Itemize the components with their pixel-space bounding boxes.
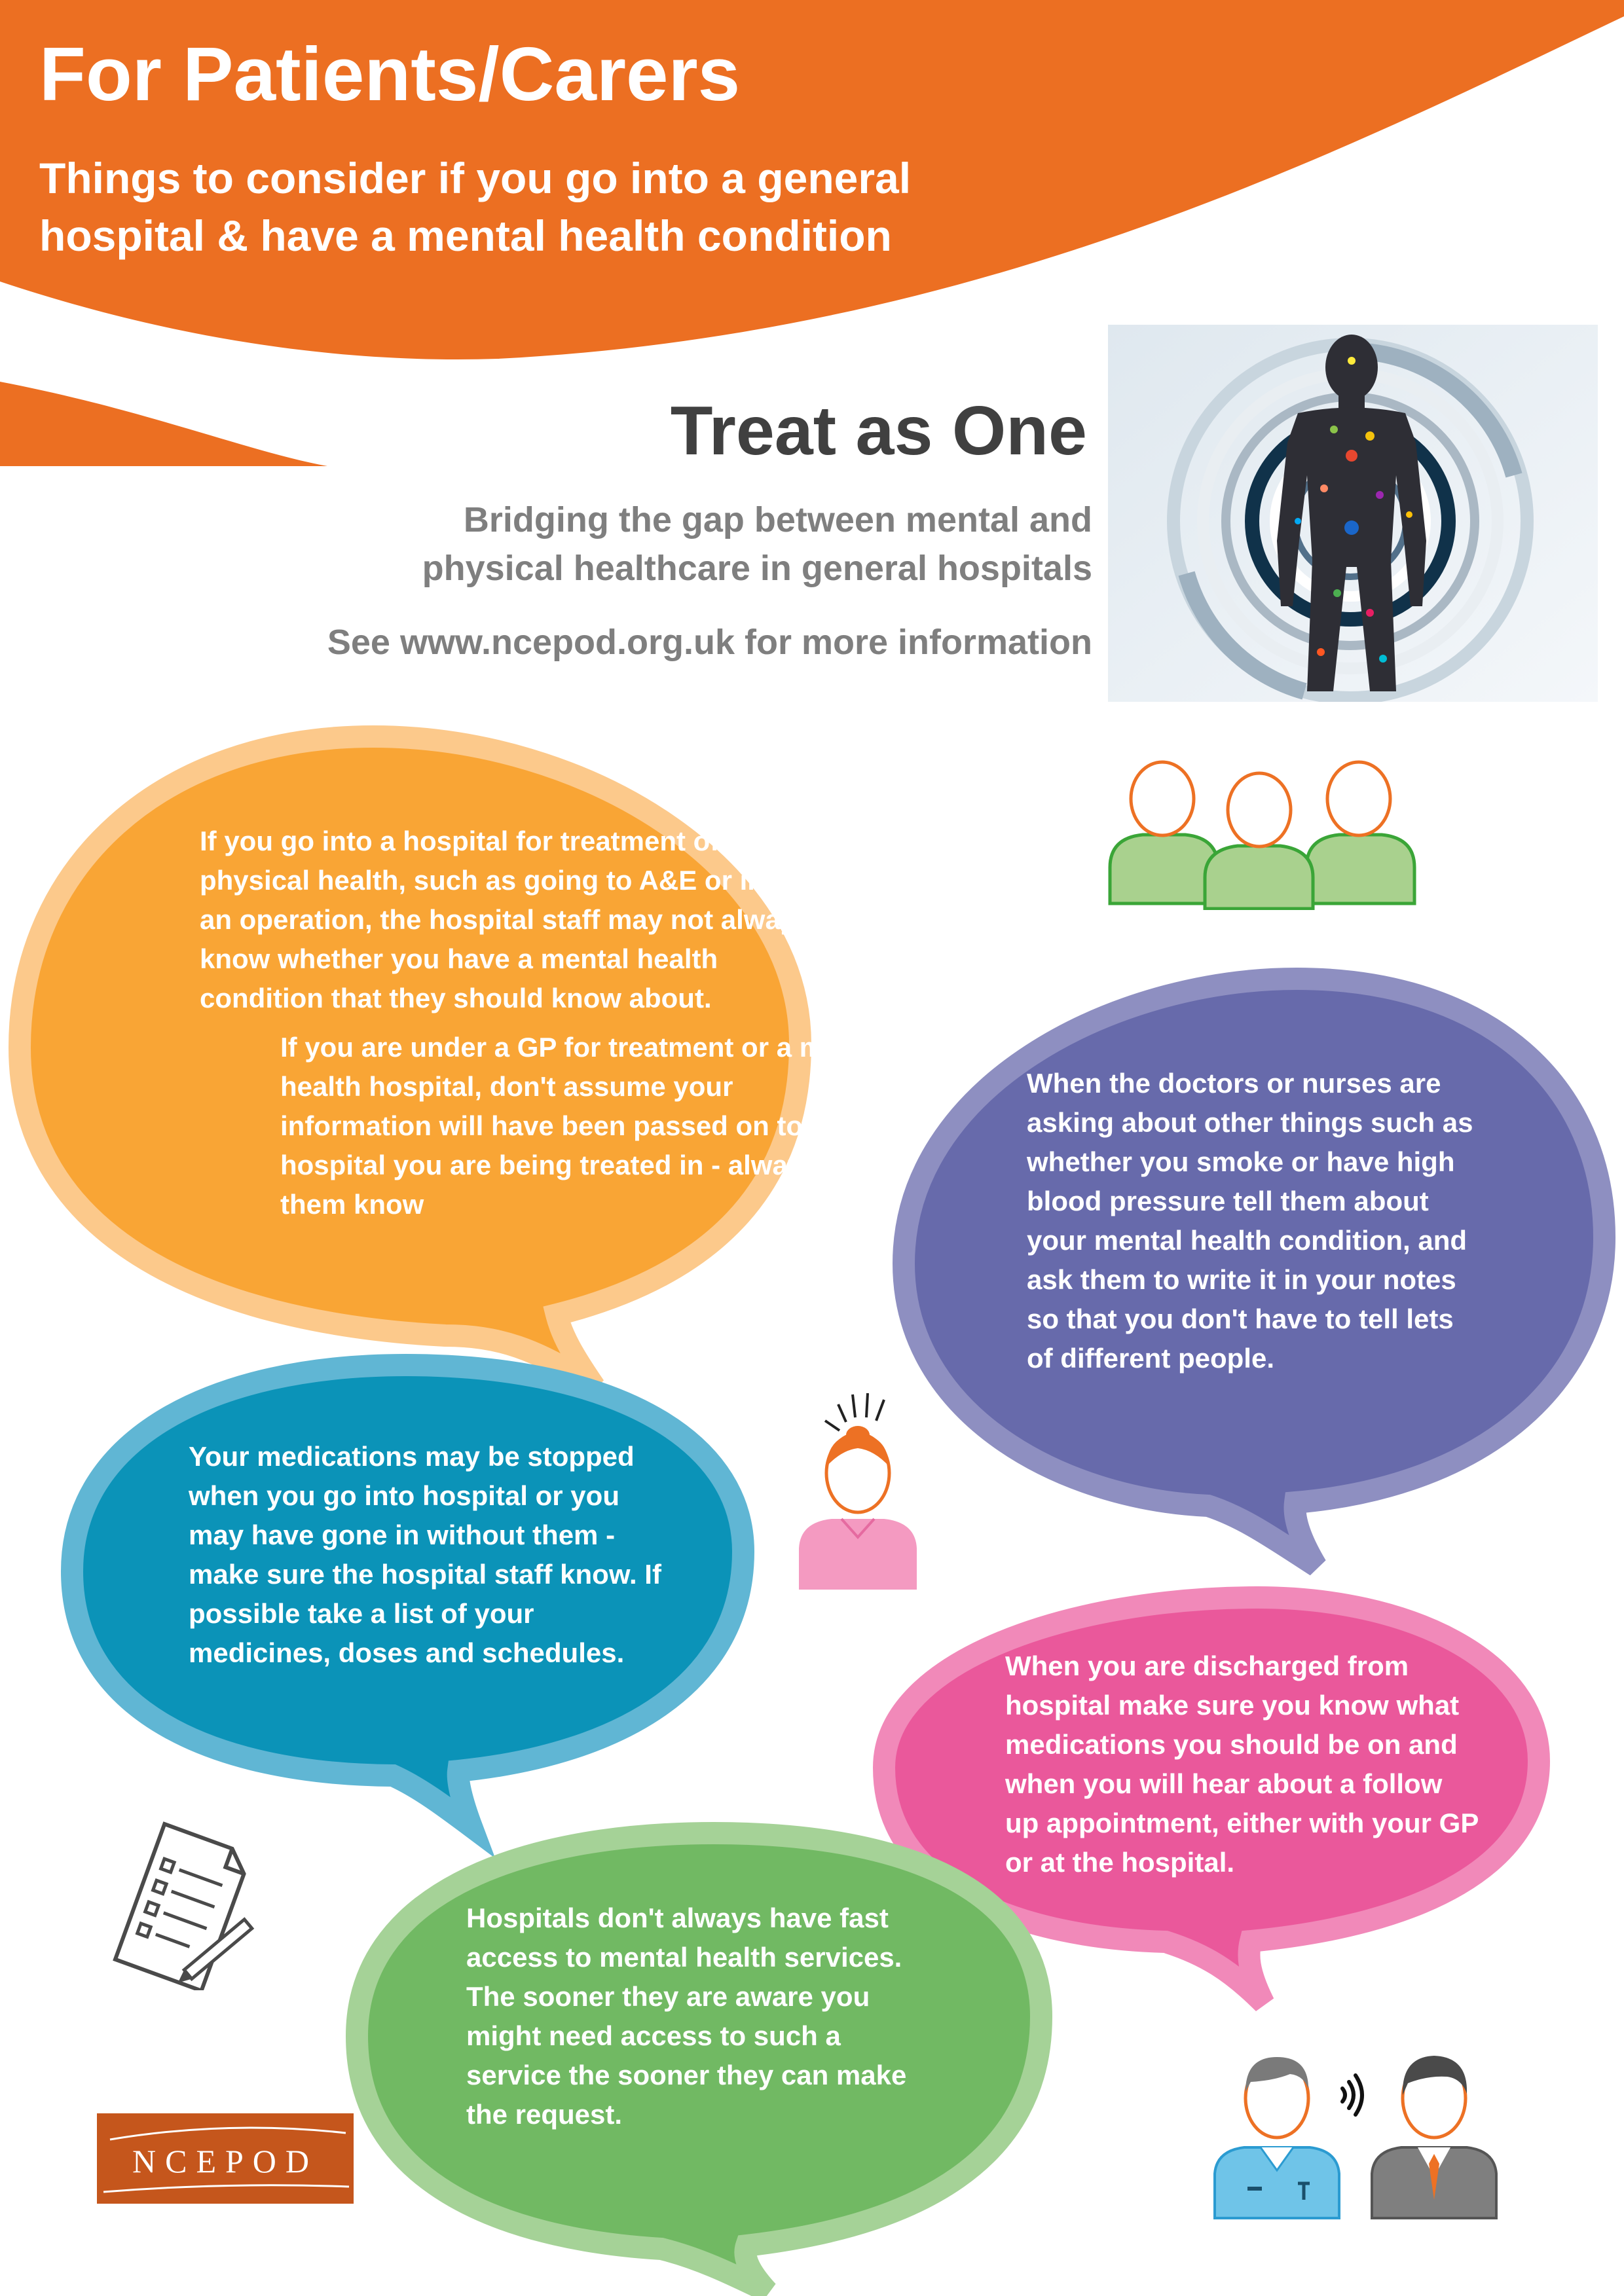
blue-bubble-text: Your medications may be stopped when you go into hospital or you may have gone in without them - make sure the hospital staff know. If possible take a list of your medicines, doses and schedules.: [189, 1441, 661, 1669]
group-of-people-icon: [1097, 759, 1418, 910]
report-subtitle: Bridging the gap between mental and physical healthcare in general hospitals: [422, 500, 1092, 588]
page-title: For Patients/Carers: [39, 31, 741, 117]
orange-bubble-text-2: If you are under a GP for treatment or a mental health hospital, don't assume your information will have been passed on to the hospital you are being treated in - always let them know: [280, 1032, 889, 1220]
purple-bubble-text: When the doctors or nurses are asking about other things such as whether you smoke or have high blood pressure tell them about your mental health condition, and ask them to write it in your notes so that you don't have to tell lets of different people.: [1027, 1068, 1473, 1374]
doctor-patient-conversation-icon: [1211, 2043, 1500, 2219]
stressed-person-icon: [792, 1388, 923, 1591]
orange-bubble-text-1: If you go into a hospital for treatment of your physical health, such as going to A&E or in for an operation, the hospital staff may not always know whether you have a mental health condition that they should know about.: [200, 826, 811, 1014]
more-info-link[interactable]: See www.ncepod.org.uk for more information: [327, 623, 1092, 662]
checklist-icon: [92, 1820, 262, 1990]
ncepod-logo: [97, 2113, 354, 2204]
green-bubble-text: Hospitals don't always have fast access to mental health services. The sooner they are aware you might need access to such a service the sooner they can make the request.: [466, 1903, 907, 2130]
logo-text: NCEPOD: [132, 2143, 319, 2179]
report-title: Treat as One: [670, 392, 1087, 469]
pink-bubble-text: When you are discharged from hospital make sure you know what medications you should be on and when you will hear about a follow up appointment, either with your GP or at the hospital.: [1005, 1650, 1479, 1878]
page-subtitle: Things to consider if you go into a general hospital & have a mental health condition: [39, 154, 912, 261]
